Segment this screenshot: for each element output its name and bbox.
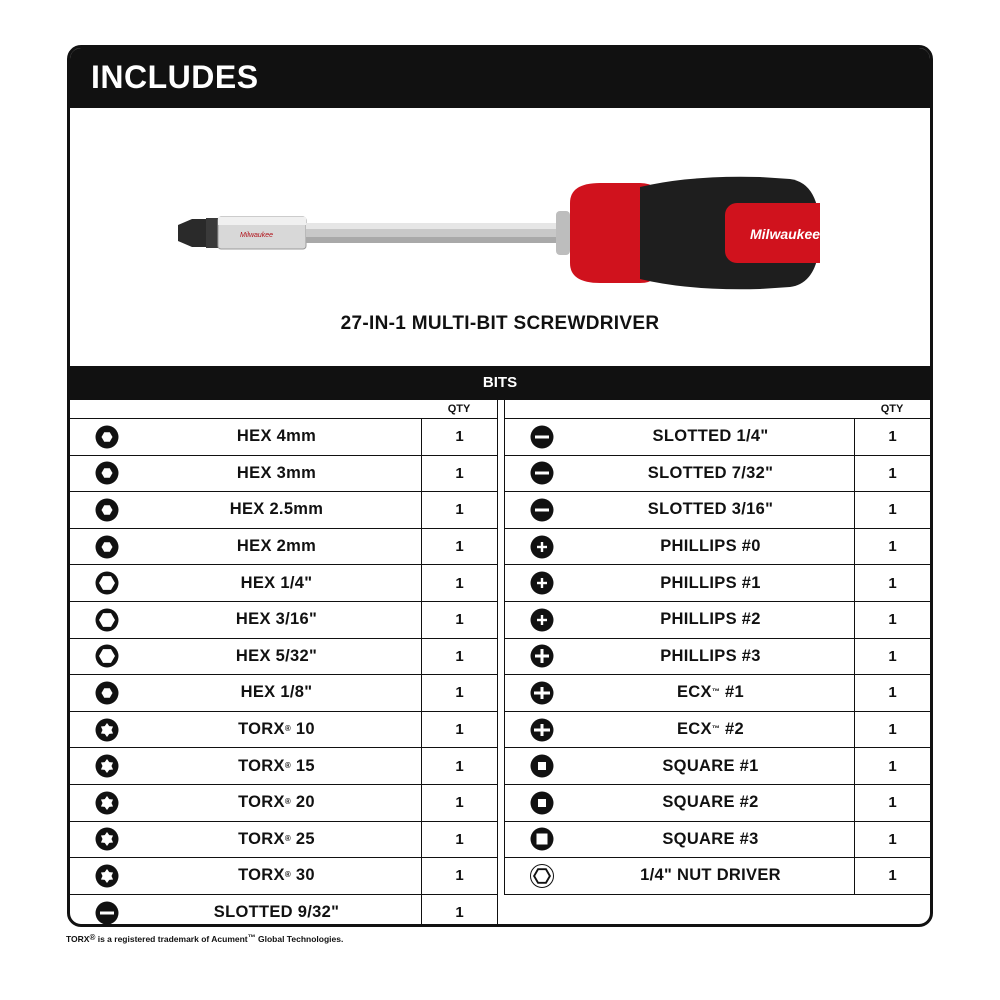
bit-name: SQUARE #1 — [662, 756, 759, 775]
bit-row — [505, 858, 930, 895]
hex-icon — [95, 461, 119, 485]
bit-name: HEX 4mm — [236, 427, 317, 446]
bit-row — [70, 785, 497, 822]
bit-name: 1/4" NUT DRIVER — [640, 866, 781, 885]
bit-row — [70, 858, 497, 895]
bit-qty: 1 — [854, 675, 930, 711]
phillips-icon — [530, 571, 554, 595]
bit-row — [70, 748, 497, 785]
bit-row — [505, 675, 930, 712]
bit-qty: 1 — [421, 675, 497, 711]
torx-icon — [95, 827, 119, 851]
torx-icon — [95, 718, 119, 742]
bit-qty: 1 — [421, 456, 497, 492]
square-outline-icon — [530, 827, 554, 851]
hex-icon — [95, 498, 119, 522]
hex-icon — [95, 681, 119, 705]
hex-icon — [95, 425, 119, 449]
bit-qty: 1 — [854, 785, 930, 821]
bit-name: SQUARE #3 — [662, 829, 759, 848]
bit-row — [70, 529, 497, 566]
bit-qty: 1 — [854, 419, 930, 455]
bit-row — [70, 712, 497, 749]
torx-icon — [95, 754, 119, 778]
bit-name: ECX ™ #1 — [677, 683, 744, 702]
torx-icon — [95, 864, 119, 888]
bit-row — [505, 492, 930, 529]
qty-header: QTY — [447, 403, 471, 415]
trademark-footnote: TORX® is a registered trademark of Acument™ Global Technologies. — [66, 933, 344, 944]
bit-name: SQUARE #2 — [662, 793, 759, 812]
bit-row — [70, 639, 497, 676]
left-table-header — [70, 400, 497, 419]
includes-panel — [67, 45, 933, 927]
bit-row — [70, 419, 497, 456]
ecx-icon — [530, 681, 554, 705]
left-bits-table — [70, 400, 498, 927]
bit-qty: 1 — [854, 456, 930, 492]
bit-name: TORX ® 20 — [238, 793, 315, 812]
bit-qty: 1 — [421, 895, 497, 927]
bit-qty: 1 — [854, 748, 930, 784]
holder-logo: Milwaukee — [240, 232, 274, 239]
includes-title: INCLUDES — [91, 59, 259, 95]
bit-name: TORX ® 25 — [238, 829, 315, 848]
torx-icon — [95, 791, 119, 815]
slotted-icon — [95, 901, 119, 925]
bit-qty: 1 — [854, 639, 930, 675]
bit-row — [505, 712, 930, 749]
square-icon — [530, 754, 554, 778]
bit-name: HEX 5/32" — [235, 646, 318, 665]
nut-driver-icon — [530, 864, 554, 888]
bit-row — [505, 456, 930, 493]
bit-row — [70, 602, 497, 639]
product-area — [70, 108, 930, 366]
bit-qty: 1 — [854, 529, 930, 565]
phillips-icon — [530, 608, 554, 632]
bit-row — [505, 748, 930, 785]
bit-name: SLOTTED 3/16" — [647, 500, 774, 519]
bit-qty: 1 — [421, 529, 497, 565]
hex-outline-icon — [95, 571, 119, 595]
bit-qty: 1 — [421, 492, 497, 528]
bit-row — [70, 565, 497, 602]
bit-row — [70, 492, 497, 529]
bit-name: ECX ™ #2 — [677, 720, 744, 739]
product-name: 27-IN-1 MULTI-BIT SCREWDRIVER — [340, 313, 660, 334]
bit-name: HEX 3/16" — [235, 610, 318, 629]
bit-name: HEX 2.5mm — [229, 500, 324, 519]
bit-name: PHILLIPS #1 — [660, 573, 761, 592]
bit-qty: 1 — [421, 639, 497, 675]
bit-qty: 1 — [854, 602, 930, 638]
brand-logo: Milwaukee — [750, 226, 820, 242]
bit-qty: 1 — [854, 712, 930, 748]
bit-name: SLOTTED 1/4" — [652, 427, 769, 446]
right-bits-table — [504, 400, 930, 895]
right-table-header — [505, 400, 930, 419]
bit-name: TORX ® 30 — [238, 866, 315, 885]
slotted-icon — [530, 498, 554, 522]
hex-outline-icon — [95, 608, 119, 632]
bit-name: SLOTTED 9/32" — [213, 903, 340, 922]
bit-qty: 1 — [421, 602, 497, 638]
bit-qty: 1 — [421, 785, 497, 821]
bit-qty: 1 — [421, 712, 497, 748]
bit-row — [70, 822, 497, 859]
bit-row — [505, 529, 930, 566]
bit-row — [505, 822, 930, 859]
bit-row — [505, 419, 930, 456]
bit-qty: 1 — [421, 858, 497, 894]
bit-name: PHILLIPS #2 — [660, 610, 761, 629]
slotted-icon — [530, 425, 554, 449]
includes-header — [70, 48, 930, 108]
bit-qty: 1 — [854, 858, 930, 894]
qty-header: QTY — [880, 403, 904, 415]
bit-qty: 1 — [854, 565, 930, 601]
slotted-icon — [530, 461, 554, 485]
bit-row — [505, 565, 930, 602]
bit-name: SLOTTED 7/32" — [647, 463, 774, 482]
bit-name: HEX 1/4" — [240, 573, 313, 592]
bit-row — [70, 675, 497, 712]
hex-icon — [95, 535, 119, 559]
screwdriver-image — [170, 173, 820, 293]
bit-row — [505, 639, 930, 676]
bit-name: TORX ® 10 — [238, 720, 315, 739]
bit-row — [70, 456, 497, 493]
bit-qty: 1 — [421, 419, 497, 455]
bits-bar: BITS — [70, 366, 930, 400]
bit-qty: 1 — [421, 822, 497, 858]
bit-name: HEX 2mm — [236, 537, 317, 556]
ecx-icon — [530, 718, 554, 742]
bit-row — [505, 785, 930, 822]
bit-qty: 1 — [854, 822, 930, 858]
hex-outline-icon — [95, 644, 119, 668]
bit-name: PHILLIPS #3 — [660, 646, 761, 665]
bit-name: PHILLIPS #0 — [660, 537, 761, 556]
bit-qty: 1 — [854, 492, 930, 528]
square-icon — [530, 791, 554, 815]
bit-row — [70, 895, 497, 927]
bit-qty: 1 — [421, 748, 497, 784]
bit-qty: 1 — [421, 565, 497, 601]
phillips-icon — [530, 535, 554, 559]
bit-row — [505, 602, 930, 639]
bit-name: HEX 3mm — [236, 463, 317, 482]
bit-name: TORX ® 15 — [238, 756, 315, 775]
phillips-outline-icon — [530, 644, 554, 668]
bit-name: HEX 1/8" — [240, 683, 313, 702]
